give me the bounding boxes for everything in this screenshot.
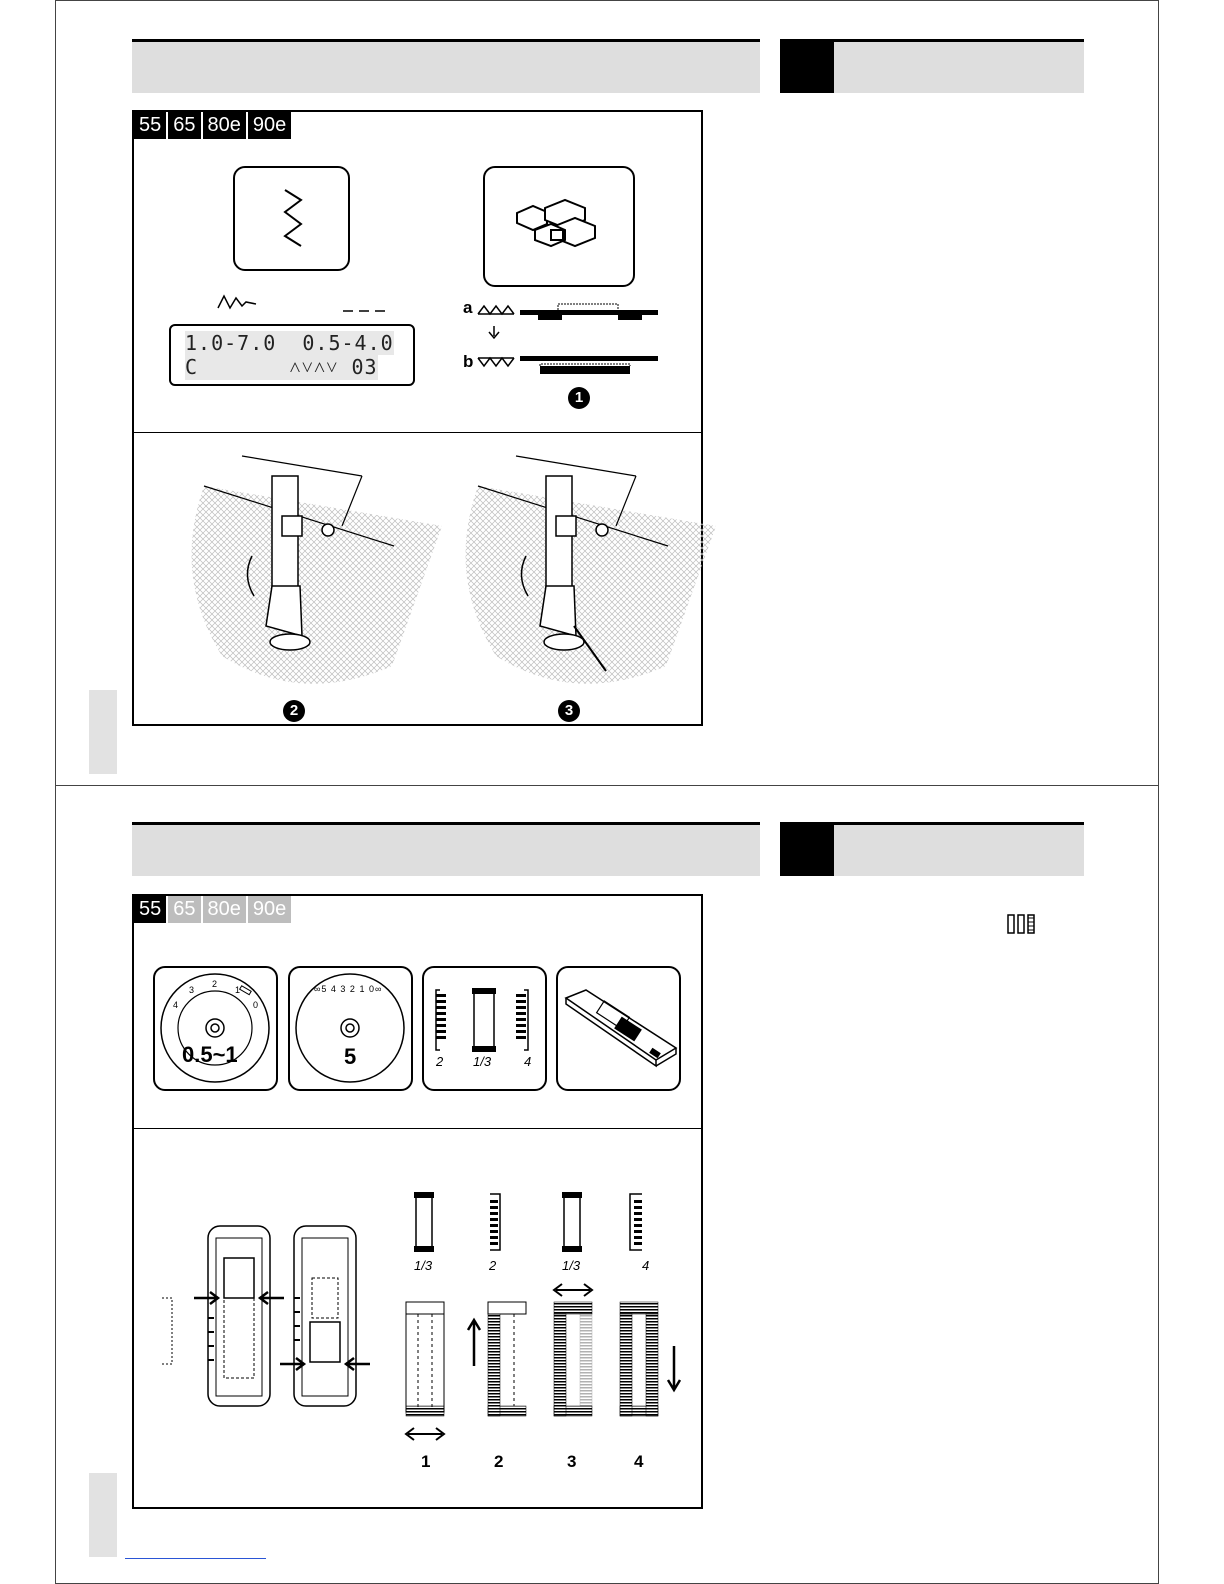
buttonhole-step-drawings [402, 1282, 692, 1442]
figure-divider [134, 1128, 701, 1129]
model-80e: 80e [203, 896, 248, 923]
feed-dog-diagram [478, 302, 678, 382]
section-marker [780, 825, 834, 876]
model-55: 55 [134, 896, 168, 923]
section-marker [780, 42, 834, 93]
lcd-line-1: 1.0-7.0 0.5-4.0 [185, 331, 394, 355]
selector-label-1-3: 1/3 [473, 1054, 492, 1069]
model-badges [134, 896, 293, 923]
dial1-tick-2: 2 [212, 979, 218, 989]
figure-divider [134, 432, 701, 433]
top-title-bar [132, 39, 760, 93]
model-65: 65 [168, 112, 202, 139]
stitch-length-dial-box [153, 966, 278, 1091]
dial1-tick-4: 4 [173, 1000, 179, 1010]
presser-foot-icon [485, 168, 633, 285]
label-b: b [463, 352, 474, 371]
model-90e: 90e [248, 112, 293, 139]
buttonhole-icon [1007, 914, 1035, 934]
step-2-marker: 2 [283, 700, 305, 722]
sequence-label-4: 4 [642, 1258, 650, 1273]
zigzag-figure [132, 110, 703, 726]
dial2-ticks: ∞5 4 3 2 1 0∞ [314, 984, 383, 994]
dial1-value: 0.5~1 [182, 1042, 238, 1067]
stitch-width-icon [218, 292, 298, 312]
stitch-width-dial-box [288, 966, 413, 1091]
footer-link-underline[interactable] [125, 1558, 266, 1559]
model-badges [134, 112, 293, 139]
dial1-tick-1: 1 [235, 985, 241, 995]
sequence-label-2: 2 [489, 1258, 497, 1273]
presser-foot-box [483, 166, 635, 287]
buttonhole-step-1: 1 [421, 1452, 431, 1471]
buttonhole-selector-icon [424, 968, 545, 1089]
zigzag-stitch-icon-box [233, 166, 350, 271]
dial1-tick-3: 3 [189, 985, 195, 995]
dial2-value: 5 [344, 1044, 357, 1069]
buttonhole-sequence-symbols [406, 1192, 686, 1262]
sequence-label-3: 1/3 [562, 1258, 581, 1273]
model-55: 55 [134, 112, 168, 139]
buttonhole-step-4: 4 [634, 1452, 644, 1471]
model-80e: 80e [203, 112, 248, 139]
buttonhole-step-3: 3 [567, 1452, 577, 1471]
model-65: 65 [168, 896, 202, 923]
bottom-title-bar [132, 822, 760, 876]
stitch-length-icon [343, 308, 393, 318]
step-3-marker: 3 [558, 700, 580, 722]
label-a: a [463, 298, 473, 317]
presser-foot-illustration-3 [456, 446, 696, 696]
buttonhole-selector-box [422, 966, 547, 1091]
buttonhole-foot-box [556, 966, 681, 1091]
dial1-tick-0: 0 [253, 1000, 259, 1010]
selector-label-2: 2 [436, 1054, 444, 1069]
top-side-tab [89, 690, 117, 774]
bottom-side-tab [89, 1473, 117, 1557]
top-section-bar [780, 39, 1084, 93]
step-1-marker: 1 [568, 387, 590, 409]
bottom-section-bar [780, 822, 1084, 876]
buttonhole-step-2: 2 [494, 1452, 504, 1471]
model-90e: 90e [248, 896, 293, 923]
buttonhole-foot-icon [558, 968, 679, 1089]
buttonhole-figure [132, 894, 703, 1509]
zigzag-stitch-icon [235, 168, 348, 269]
lcd-display [169, 324, 415, 386]
lcd-line-2: C ˄˅˄˅ 03 [185, 355, 378, 379]
presser-foot-illustration-2 [182, 446, 422, 696]
buttonhole-foot-diagram [154, 1218, 384, 1428]
selector-label-4: 4 [524, 1054, 532, 1069]
sequence-label-1: 1/3 [414, 1258, 433, 1273]
